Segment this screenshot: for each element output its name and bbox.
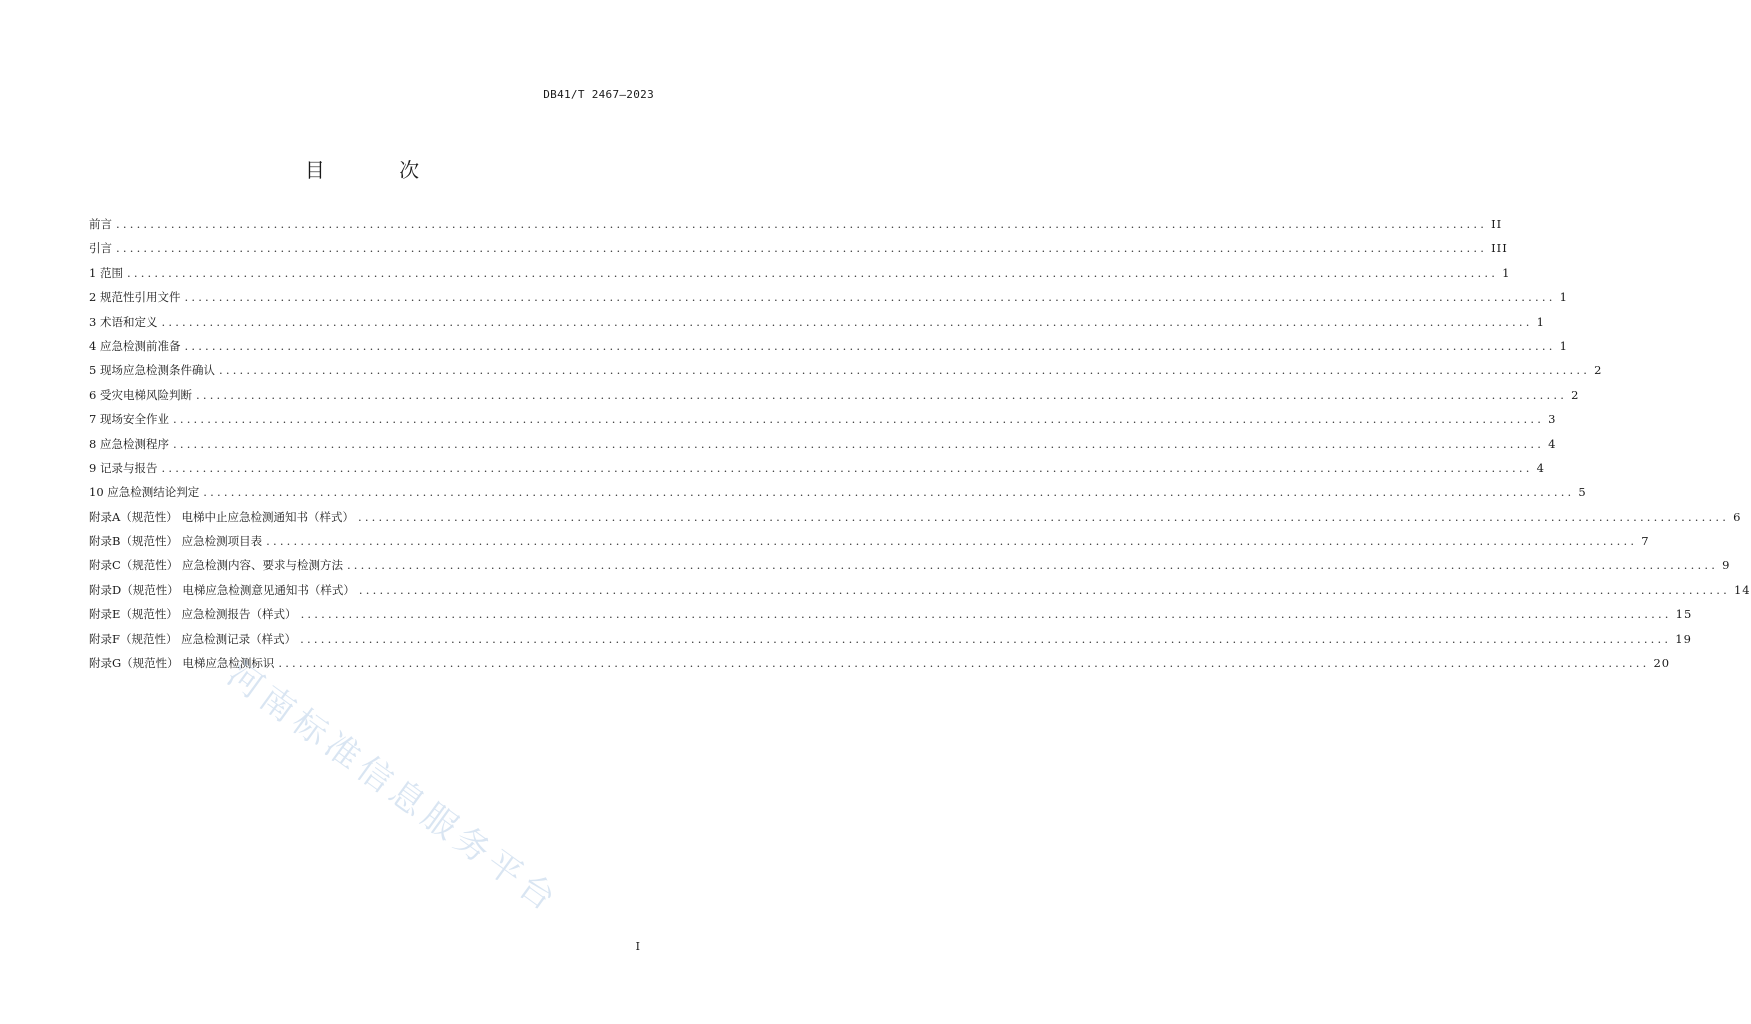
toc-entry-label: 引言 [89,241,112,256]
toc-entry[interactable] [89,484,1587,508]
toc-entry[interactable] [89,240,1508,264]
toc-entry[interactable] [89,411,1557,435]
toc-entry[interactable] [89,289,1568,313]
toc-dot-leader: ........................................................................................................................................................................................................ [172,412,1545,427]
toc-entry[interactable] [89,631,1692,655]
toc-dot-leader: ........................................................................................................................................................................................................ [172,436,1545,451]
toc-entry[interactable] [89,314,1545,338]
toc-dot-leader: ........................................................................................................................................................................................................ [195,387,1568,402]
toc-entry-page: 4 [1548,436,1557,451]
toc-entry[interactable] [89,655,1671,679]
toc-dot-leader: ........................................................................................................................................................................................................ [300,607,1672,622]
toc-dot-leader: ........................................................................................................................................................................................................ [218,363,1591,378]
toc-dot-leader: ........................................................................................................................................................................................................ [357,509,1730,524]
toc-entry[interactable] [89,436,1557,460]
toc-entry[interactable] [89,460,1545,484]
toc-entry-page: 9 [1722,558,1731,573]
toc-entry-label: 9 记录与报告 [89,460,158,475]
toc-entry-label: 6 受灾电梯风险判断 [89,387,192,402]
toc-entry-page: 5 [1578,485,1587,500]
toc-entry-label: 附录G（规范性） 电梯应急检测标识 [89,656,275,671]
toc-dot-leader: ........................................................................................................................................................................................................ [203,485,1575,500]
toc-entry-page: II [1491,217,1503,231]
toc-entry-page: 1 [1502,265,1511,280]
toc-entry[interactable] [89,509,1742,533]
toc-dot-leader: ........................................................................................................................................................................................................ [126,265,1499,280]
toc-entry-label: 前言 [89,217,112,231]
toc-entry-label: 附录E（规范性） 应急检测报告（样式） [89,607,297,622]
table-of-contents [89,216,1751,679]
toc-dot-leader: ........................................................................................................................................................................................................ [358,582,1730,597]
toc-entry-label: 附录A（规范性） 电梯中止应急检测通知书（样式） [89,509,354,524]
toc-entry[interactable] [89,387,1580,411]
toc-dot-leader: ........................................................................................................................................................................................................ [116,217,1488,231]
toc-entry-label: 4 应急检测前准备 [89,338,181,353]
toc-entry-label: 10 应急检测结论判定 [89,485,200,500]
toc-entry-page: 3 [1548,412,1557,427]
toc-dot-leader: ........................................................................................................................................................................................................ [184,338,1556,353]
toc-entry-page: III [1491,241,1508,256]
toc-title: 目 次 [304,158,454,182]
toc-dot-leader: ........................................................................................................................................................................................................ [161,460,1533,475]
toc-entry-label: 3 术语和定义 [89,314,158,329]
watermark: 河南标准信息服务平台 [219,654,567,922]
document-code: DB41/T 2467—2023 [543,88,654,101]
toc-dot-leader: ........................................................................................................................................................................................................ [161,314,1533,329]
toc-entry-page: 1 [1559,290,1568,305]
toc-entry-label: 1 范围 [89,265,123,280]
toc-entry-page: 2 [1571,387,1580,402]
toc-entry-label: 附录D（规范性） 电梯应急检测意见通知书（样式） [89,582,355,597]
toc-entry-label: 8 应急检测程序 [89,436,169,451]
toc-entry-label: 7 现场安全作业 [89,412,169,427]
toc-entry-label: 附录B（规范性） 应急检测项目表 [89,534,263,549]
toc-entry-page: 20 [1653,656,1671,671]
toc-entry[interactable] [89,582,1751,606]
page-number: I [635,940,640,953]
toc-dot-leader: ........................................................................................................................................................................................................ [266,534,1638,549]
toc-entry[interactable] [89,557,1731,581]
toc-entry[interactable] [89,533,1650,557]
toc-entry-label: 附录C（规范性） 应急检测内容、要求与检测方法 [89,558,343,573]
toc-entry[interactable] [89,265,1511,289]
toc-entry[interactable] [89,216,1503,240]
toc-entry[interactable] [89,606,1693,630]
toc-entry-page: 4 [1536,460,1545,475]
toc-entry-page: 7 [1641,534,1650,549]
toc-entry-page: 2 [1594,363,1603,378]
toc-entry-label: 附录F（规范性） 应急检测记录（样式） [89,631,297,646]
toc-dot-leader: ........................................................................................................................................................................................................ [184,290,1556,305]
toc-entry-page: 1 [1536,314,1545,329]
toc-entry-label: 5 现场应急检测条件确认 [89,363,215,378]
toc-dot-leader: ........................................................................................................................................................................................................ [300,631,1672,646]
toc-dot-leader: ........................................................................................................................................................................................................ [346,558,1719,573]
toc-entry-page: 6 [1733,509,1742,524]
toc-entry-page: 1 [1559,338,1568,353]
toc-entry[interactable] [89,338,1568,362]
toc-entry[interactable] [89,362,1603,386]
toc-entry-page: 15 [1675,607,1693,622]
toc-entry-label: 2 规范性引用文件 [89,290,181,305]
toc-dot-leader: ........................................................................................................................................................................................................ [116,241,1488,256]
toc-entry-page: 14 [1733,582,1751,597]
toc-entry-page: 19 [1675,631,1692,646]
toc-dot-leader: ........................................................................................................................................................................................................ [278,656,1650,671]
